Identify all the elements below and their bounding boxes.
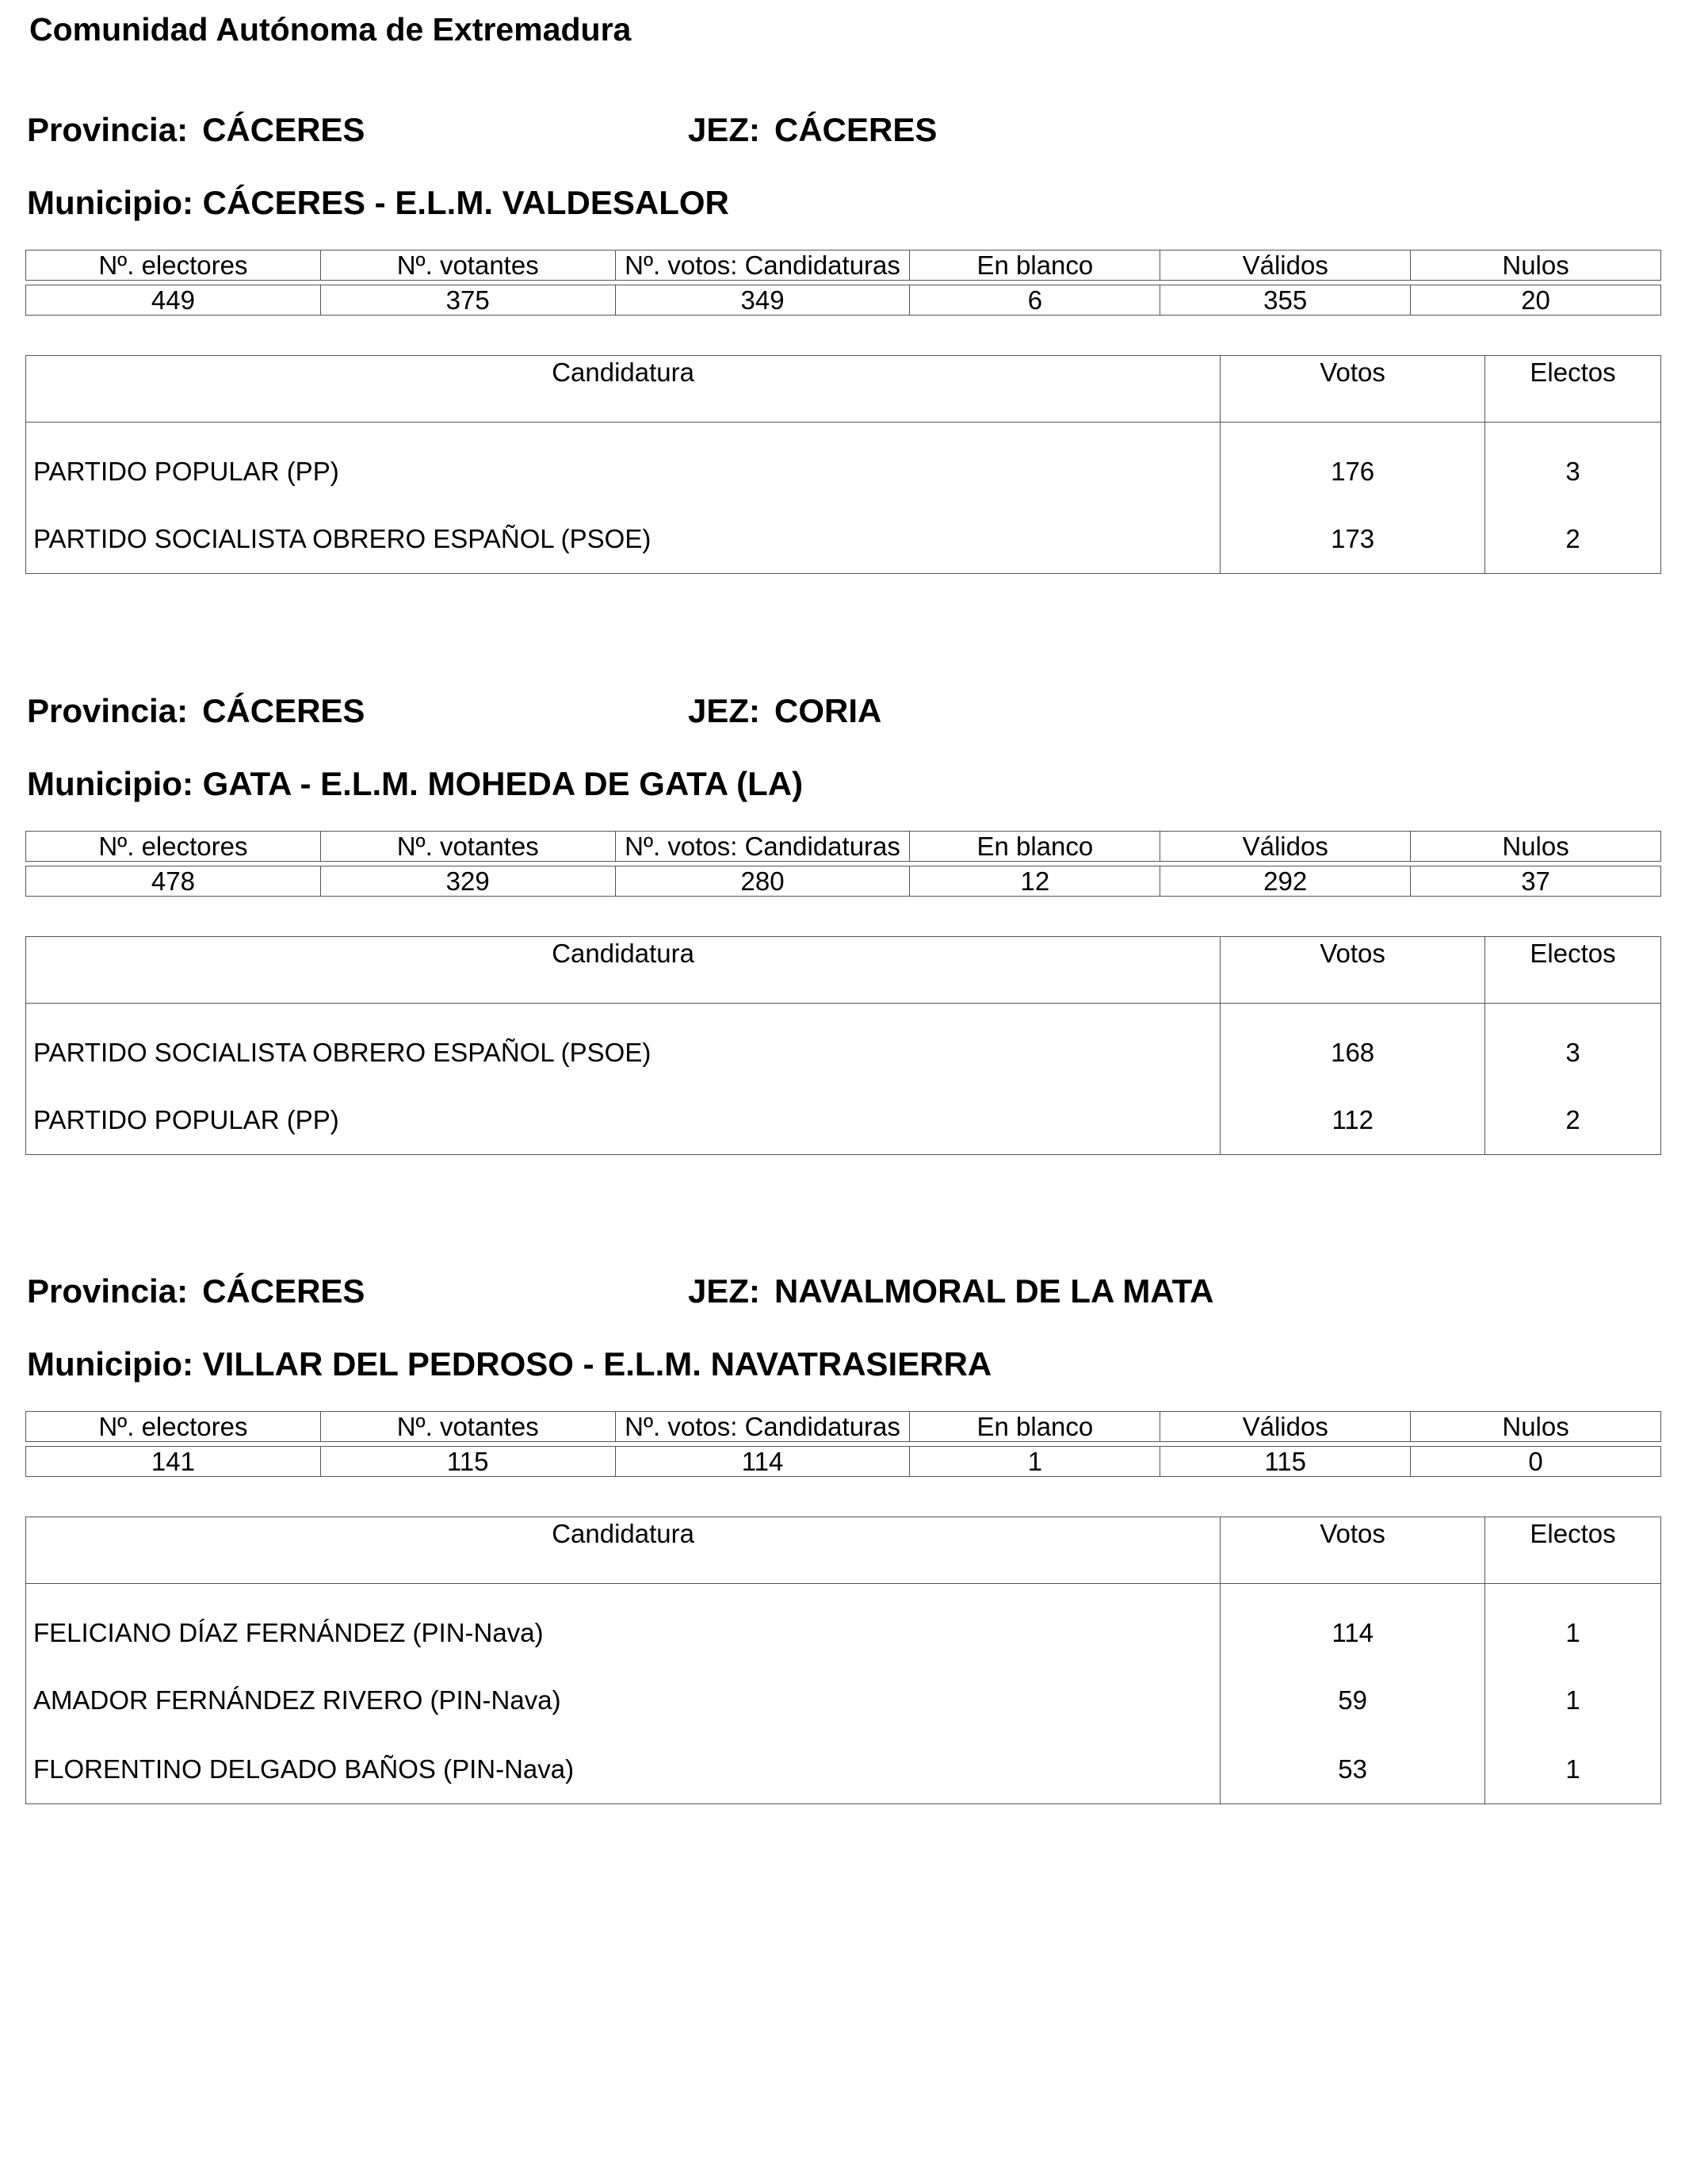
municipality-block [25,692,1661,1134]
municipio-label: Municipio: [27,184,193,221]
stats-value: 6 [910,285,1160,316]
stats-value-row [26,285,1661,316]
stats-value: 141 [26,1447,321,1477]
candidate-name: FLORENTINO DELGADO BAÑOS (PIN-Nava) [26,1735,1221,1804]
votos-header: Votos [1221,937,1485,1004]
candidates-table [25,355,1661,574]
stats-value: 1 [910,1447,1160,1477]
candidate-electos: 1 [1485,1735,1661,1804]
jez-label: JEZ: [688,692,761,729]
stats-header: Nulos [1411,832,1661,862]
stats-value: 280 [615,866,910,897]
stats-value: 355 [1160,285,1411,316]
candidate-votos: 59 [1221,1666,1485,1735]
provincia-value: CÁCERES [202,111,365,148]
table-row [26,1085,1661,1155]
candidate-name: PARTIDO SOCIALISTA OBRERO ESPAÑOL (PSOE) [26,504,1221,574]
jez-value: CÁCERES [774,111,938,148]
stats-value-row [26,866,1661,897]
stats-value: 375 [320,285,615,316]
candidate-votos: 176 [1221,423,1485,505]
stats-header: En blanco [910,251,1160,281]
stats-header: Nº. votos: Candidaturas [615,251,910,281]
municipio [27,1345,992,1383]
candidate-name: PARTIDO POPULAR (PP) [26,1085,1221,1155]
stats-header: Válidos [1160,251,1411,281]
municipality-block [25,111,1661,553]
stats-value: 12 [910,866,1160,897]
table-row [26,1666,1661,1735]
candidate-electos: 3 [1485,1004,1661,1086]
candidate-name: FELICIANO DÍAZ FERNÁNDEZ (PIN-Nava) [26,1584,1221,1666]
stats-table [25,250,1661,316]
stats-value: 349 [615,285,910,316]
candidate-electos: 2 [1485,1085,1661,1155]
table-row [26,1004,1661,1086]
stats-header: En blanco [910,832,1160,862]
stats-header: En blanco [910,1412,1160,1442]
jez [688,111,937,149]
stats-header: Válidos [1160,832,1411,862]
electos-header: Electos [1485,1517,1661,1584]
municipio-value: VILLAR DEL PEDROSO - E.L.M. NAVATRASIERRA [202,1345,992,1383]
stats-value: 292 [1160,866,1411,897]
candidate-votos: 112 [1221,1085,1485,1155]
municipio-value: CÁCERES - E.L.M. VALDESALOR [202,184,729,221]
stats-table [25,831,1661,897]
location-row [25,692,1661,740]
candidate-votos: 173 [1221,504,1485,574]
stats-header: Nº. electores [26,1412,321,1442]
municipio-label: Municipio: [27,1345,193,1383]
municipio [27,184,729,222]
stats-header-row [26,832,1661,862]
stats-header: Nº. electores [26,251,321,281]
electos-header: Electos [1485,356,1661,423]
stats-header: Nº. votos: Candidaturas [615,1412,910,1442]
stats-table [25,1411,1661,1477]
stats-value: 115 [1160,1447,1411,1477]
stats-value-row [26,1447,1661,1477]
stats-value: 478 [26,866,321,897]
electos-header: Electos [1485,937,1661,1004]
table-row [26,423,1661,505]
candidatura-header: Candidatura [26,937,1221,1004]
stats-header: Nº. votantes [320,1412,615,1442]
stats-header: Nº. votos: Candidaturas [615,832,910,862]
stats-value: 449 [26,285,321,316]
table-row [26,1735,1661,1804]
location-row [25,1272,1661,1320]
provincia-label: Provincia: [27,111,189,148]
stats-value: 20 [1411,285,1661,316]
stats-header: Nulos [1411,1412,1661,1442]
candidatura-header: Candidatura [26,356,1221,423]
stats-header: Nº. votantes [320,832,615,862]
candidate-name: PARTIDO SOCIALISTA OBRERO ESPAÑOL (PSOE) [26,1004,1221,1086]
jez-label: JEZ: [688,111,761,148]
jez [688,1272,1214,1310]
stats-header-row [26,251,1661,281]
municipality-block [25,1272,1661,1784]
provincia-value: CÁCERES [202,1272,365,1310]
stats-value: 115 [320,1447,615,1477]
jez-value: CORIA [774,692,882,729]
stats-value: 114 [615,1447,910,1477]
votos-header: Votos [1221,1517,1485,1584]
candidatura-header: Candidatura [26,1517,1221,1584]
candidates-header-row [26,356,1661,423]
candidate-electos: 1 [1485,1666,1661,1735]
provincia [27,692,365,730]
candidate-electos: 1 [1485,1584,1661,1666]
votos-header: Votos [1221,356,1485,423]
candidates-table [25,1517,1661,1804]
stats-value: 37 [1411,866,1661,897]
provincia-label: Provincia: [27,1272,189,1310]
location-row [25,111,1661,159]
candidate-electos: 3 [1485,423,1661,505]
candidates-table [25,936,1661,1155]
municipio [27,765,803,803]
municipio-value: GATA - E.L.M. MOHEDA DE GATA (LA) [202,765,804,802]
region-title: Comunidad Autónoma de Extremadura [29,11,632,48]
candidate-votos: 114 [1221,1584,1485,1666]
table-row [26,504,1661,574]
provincia [27,111,365,149]
provincia-value: CÁCERES [202,692,365,729]
jez-value: NAVALMORAL DE LA MATA [774,1272,1214,1310]
provincia [27,1272,365,1310]
stats-header: Nulos [1411,251,1661,281]
candidate-votos: 53 [1221,1735,1485,1804]
jez-label: JEZ: [688,1272,761,1310]
stats-header-row [26,1412,1661,1442]
stats-header: Nº. votantes [320,251,615,281]
candidate-votos: 168 [1221,1004,1485,1086]
stats-value: 0 [1411,1447,1661,1477]
candidate-electos: 2 [1485,504,1661,574]
provincia-label: Provincia: [27,692,189,729]
table-row [26,1584,1661,1666]
candidates-header-row [26,937,1661,1004]
stats-value: 329 [320,866,615,897]
stats-header: Nº. electores [26,832,321,862]
municipio-label: Municipio: [27,765,193,802]
candidates-header-row [26,1517,1661,1584]
candidate-name: AMADOR FERNÁNDEZ RIVERO (PIN-Nava) [26,1666,1221,1735]
stats-header: Válidos [1160,1412,1411,1442]
candidate-name: PARTIDO POPULAR (PP) [26,423,1221,505]
jez [688,692,881,730]
